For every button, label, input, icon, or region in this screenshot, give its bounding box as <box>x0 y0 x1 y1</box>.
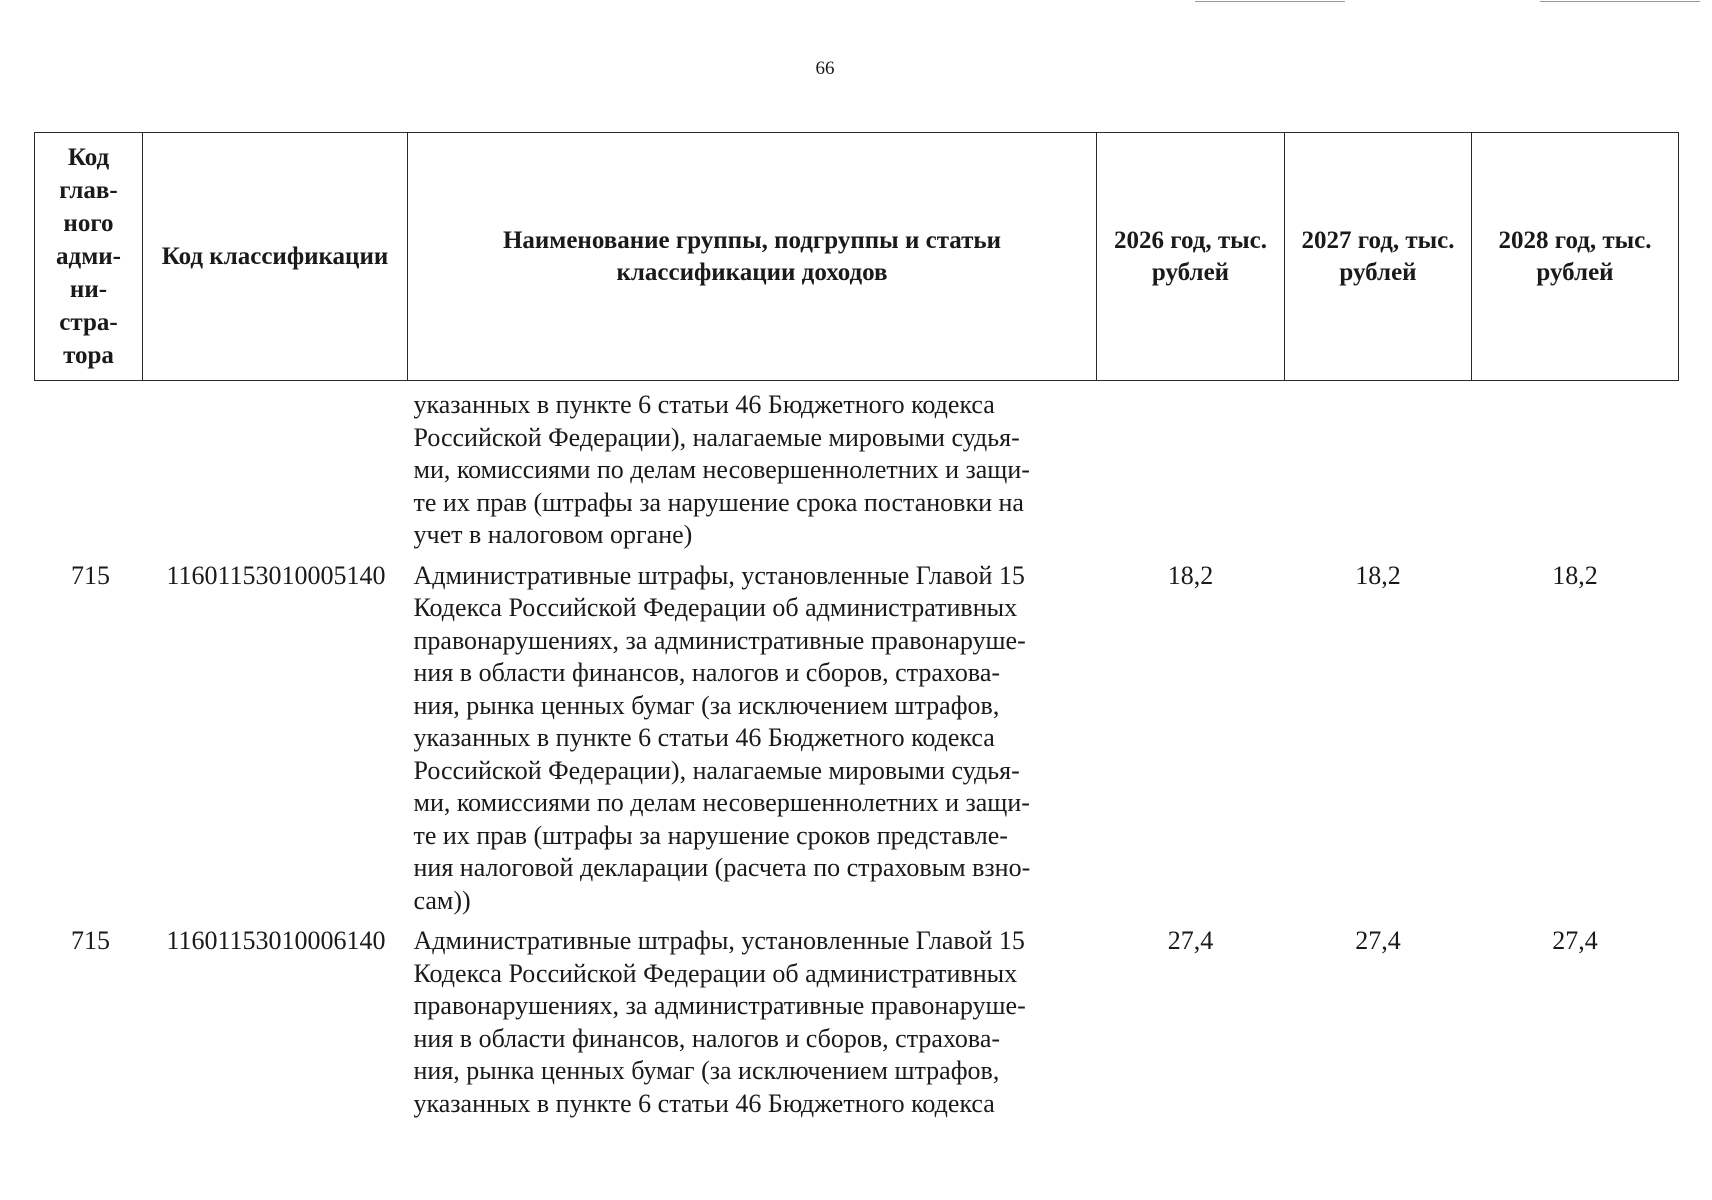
name-line: ми, комиссиями по делам несовершеннолетних и защи- <box>413 788 1030 817</box>
value-2028-cell: 18,2 <box>1552 560 1598 590</box>
admin-cell <box>35 381 143 552</box>
name-cell <box>408 917 1097 1120</box>
code-cell <box>143 381 408 552</box>
name-line: правонарушениях, за административные правонаруше- <box>413 991 1026 1020</box>
value-2028-cell: 27,4 <box>1552 926 1598 955</box>
scan-line-top-a <box>1195 1 1345 2</box>
revenue-table <box>34 132 1679 1120</box>
value-2026-cell: 18,2 <box>1167 560 1214 590</box>
name-line: учет в налоговом органе) <box>413 520 693 549</box>
header-year-2028: 2028 год, тыс. рублей <box>1472 133 1679 381</box>
classification-code-cell: 11601153010006140 <box>166 926 386 955</box>
value-2028-cell <box>1472 381 1679 552</box>
admin-code-cell: 715 <box>71 926 110 955</box>
name-line: Кодекса Российской Федерации об административных <box>413 958 1018 988</box>
table-header-row <box>35 133 1679 381</box>
name-line: Административные штрафы, установленные Главой 15 <box>413 560 1025 590</box>
name-line: Российской Федерации), налагаемые мировыми судья- <box>413 755 1020 785</box>
header-classification-code: Код классификации <box>143 133 408 381</box>
name-line: ния налоговой декларации (расчета по страховым взно- <box>413 853 1031 882</box>
value-2027-cell <box>1285 381 1472 552</box>
name-line: ми, комиссиями по делам несовершеннолетних и защи- <box>413 455 1030 484</box>
header-year-2027: 2027 год, тыс. рублей <box>1285 133 1472 381</box>
name-line: те их прав (штрафы за нарушение сроков представле- <box>413 820 1008 850</box>
value-2027-cell: 18,2 <box>1355 560 1401 590</box>
name-line: указанных в пункте 6 статьи 46 Бюджетного кодекса <box>413 1088 995 1118</box>
name-line: ния в области финансов, налогов и сборов, страхова- <box>413 658 1001 687</box>
header-year-2026: 2026 год, тыс. рублей <box>1097 133 1285 381</box>
table-row <box>35 552 1679 918</box>
name-line: правонарушениях, за административные правонаруше- <box>413 625 1026 655</box>
value-2027-cell: 27,4 <box>1355 926 1401 955</box>
name-cell <box>408 552 1097 918</box>
classification-code-cell: 11601153010005140 <box>166 560 386 590</box>
header-name: Наименование группы, подгруппы и статьи классификации доходов <box>408 133 1097 381</box>
name-line: указанных в пункте 6 статьи 46 Бюджетного кодекса <box>413 390 995 419</box>
name-line: указанных в пункте 6 статьи 46 Бюджетного кодекса <box>413 723 995 752</box>
header-admin-code: Код глав- ного адми- ни- стра- тора <box>35 133 143 381</box>
name-line: ния в области финансов, налогов и сборов, страхова- <box>413 1023 1001 1053</box>
admin-code-cell: 715 <box>71 560 110 590</box>
scan-line-top-b <box>1540 1 1700 2</box>
name-line: те их прав (штрафы за нарушение срока постановки на <box>413 487 1024 517</box>
name-line: сам)) <box>413 885 471 915</box>
name-line: Кодекса Российской Федерации об административных <box>413 593 1018 622</box>
table-row-continuation <box>35 381 1679 552</box>
page-number: 66 <box>815 58 835 79</box>
table-row <box>35 917 1679 1120</box>
name-line: ния, рынка ценных бумаг (за исключением штрафов, <box>413 690 1000 720</box>
name-line: Российской Федерации), налагаемые мировыми судья- <box>413 422 1020 452</box>
name-cell <box>408 381 1097 552</box>
name-line: ния, рынка ценных бумаг (за исключением штрафов, <box>413 1056 1000 1085</box>
value-2026-cell <box>1097 381 1285 552</box>
name-line: Административные штрафы, установленные Главой 15 <box>413 926 1025 955</box>
value-2026-cell: 27,4 <box>1167 926 1214 955</box>
